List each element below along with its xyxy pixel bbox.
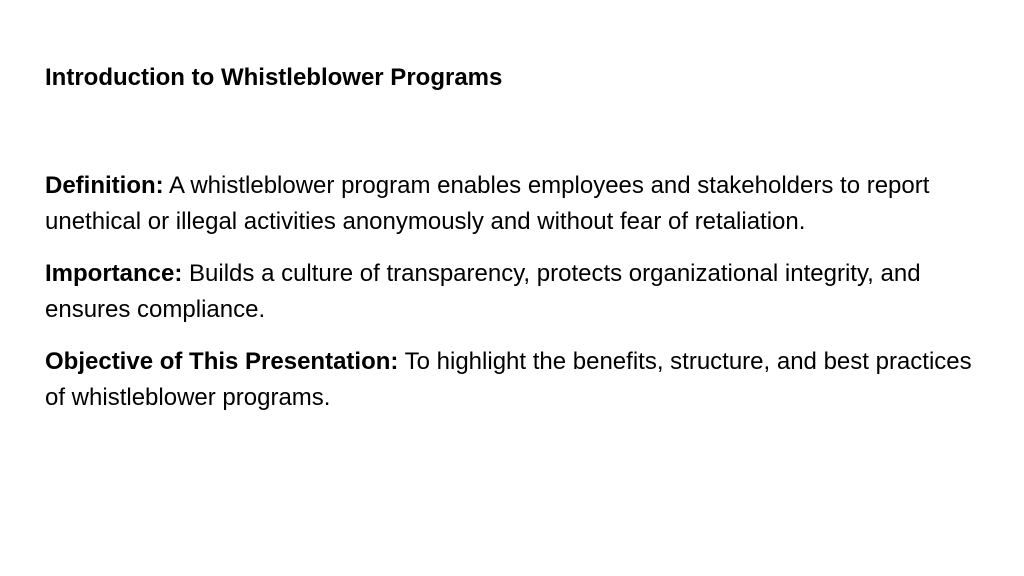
importance-label: Importance: (45, 260, 183, 287)
slide-title: Introduction to Whistleblower Programs (45, 64, 503, 91)
importance-text: Builds a culture of transparency, protects organizational integrity, and ensures compliance. (45, 260, 921, 323)
definition-label: Definition: (45, 172, 164, 199)
objective-text: To highlight the benefits, structure, and best practices of whistleblower programs. (45, 348, 972, 411)
objective-label: Objective of This Presentation: (45, 348, 399, 375)
importance-paragraph (45, 256, 990, 328)
objective-paragraph (45, 344, 990, 416)
definition-paragraph (45, 168, 990, 240)
definition-text: A whistleblower program enables employees and stakeholders to report unethical or illegal activities anonymously and without fear of retaliation. (45, 172, 930, 235)
slide-body (45, 168, 990, 432)
